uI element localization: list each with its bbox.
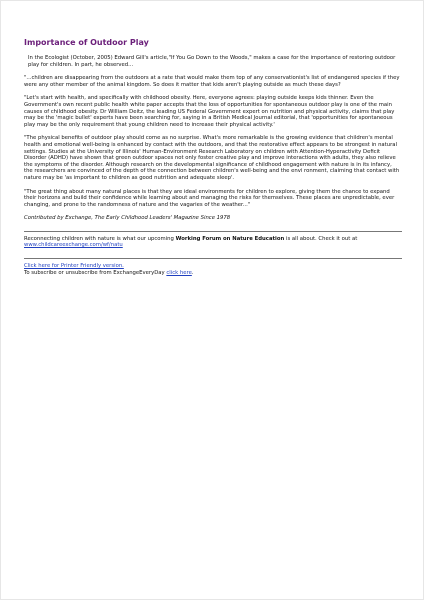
article-content	[24, 38, 402, 276]
subscribe-end: .	[191, 269, 194, 276]
article-paragraph-3: "The physical benefits of outdoor play should come as no surprise. What's more remarkable is the growing evidence that children's mental health and emotional well-being is enhanced by contact with the outdoors, and that the restorative effect appears to be strongest in natural settings. Studies at the University of Illinois' Human-Environment Research Laboratory on children with Attention-Hyperactivity Deficit Disorder (ADHD) have shown that green outdoor spaces not only foster creative play and improve interactions with adults, they also relieve the symptoms of the disorder. Although research on the developmental significance of childhood engagement with nature is in its infancy, the researchers are convinced of the depth of the connection between children's well-being and the envi ronment, claiming that contact with nature may be 'as important to children as good nutrition and adequate sleep'.	[24, 135, 400, 181]
divider-bottom	[24, 258, 402, 259]
article-paragraph-4: "The great thing about many natural places is that they are ideal environments for children to explore, giving them the chance to expand their horizons and build their confidence while learning about and managing the risks for themselves. These places are unpredictable, ever changing, and prone to the randomness of nature and the vagaries of the weather..."	[24, 188, 395, 208]
article-paragraph-1: "...children are disappearing from the outdoors at a rate that would make them top of any conservationist's list of endangered species if they were any other member of the animal kingdom. So does it matter that kids aren't playing outside as much these days?	[24, 75, 400, 88]
forum-notice	[24, 236, 402, 249]
subscribe-link[interactable]: click here	[166, 269, 192, 276]
forum-notice-text-before: Reconnecting children with nature is what our upcoming	[24, 235, 176, 242]
article-credit: Contributed by Exchange, The Early Childhood Leaders' Magazine Since 1978	[24, 215, 231, 222]
forum-link[interactable]: www.childcareexchange.com/wf/natu	[24, 242, 123, 249]
divider-top	[24, 231, 402, 232]
article-title: Importance of Outdoor Play	[24, 38, 149, 47]
printer-friendly-link[interactable]: Click here for Printer Friendly version.	[24, 263, 124, 270]
forum-name: Working Forum on Nature Education	[175, 235, 285, 242]
forum-notice-text-after: is all about. Check it out at	[284, 235, 358, 242]
article-intro: In the Ecologist (October, 2005) Edward Gill's article,"If You Go Down to the Woods," makes a case for the importance of restoring outdoor play for children. In part, he observed...	[28, 55, 396, 68]
subscribe-text: To subscribe or unsubscribe from ExchangeEveryDay	[24, 269, 167, 276]
article-paragraph-2: "Let's start with health, and specifically with childhood obesity. Here, everyone agrees: playing outside keeps kids thinner. Even the Government's own recent public health white paper accepts that the loss of opportunities for spontaneous outdoor play is one of the main causes of childhood obesity. Dr William Deitz, the leading US Federal Government expert on nutrition and physical activity, claims that play may be the 'magic bullet' experts have been searching for, saying in a British Medical Journal editorial, that 'opportunities for spontaneous play may be the only requirement that young children need to increase their physical activity.'	[24, 95, 395, 128]
footer	[24, 263, 402, 276]
